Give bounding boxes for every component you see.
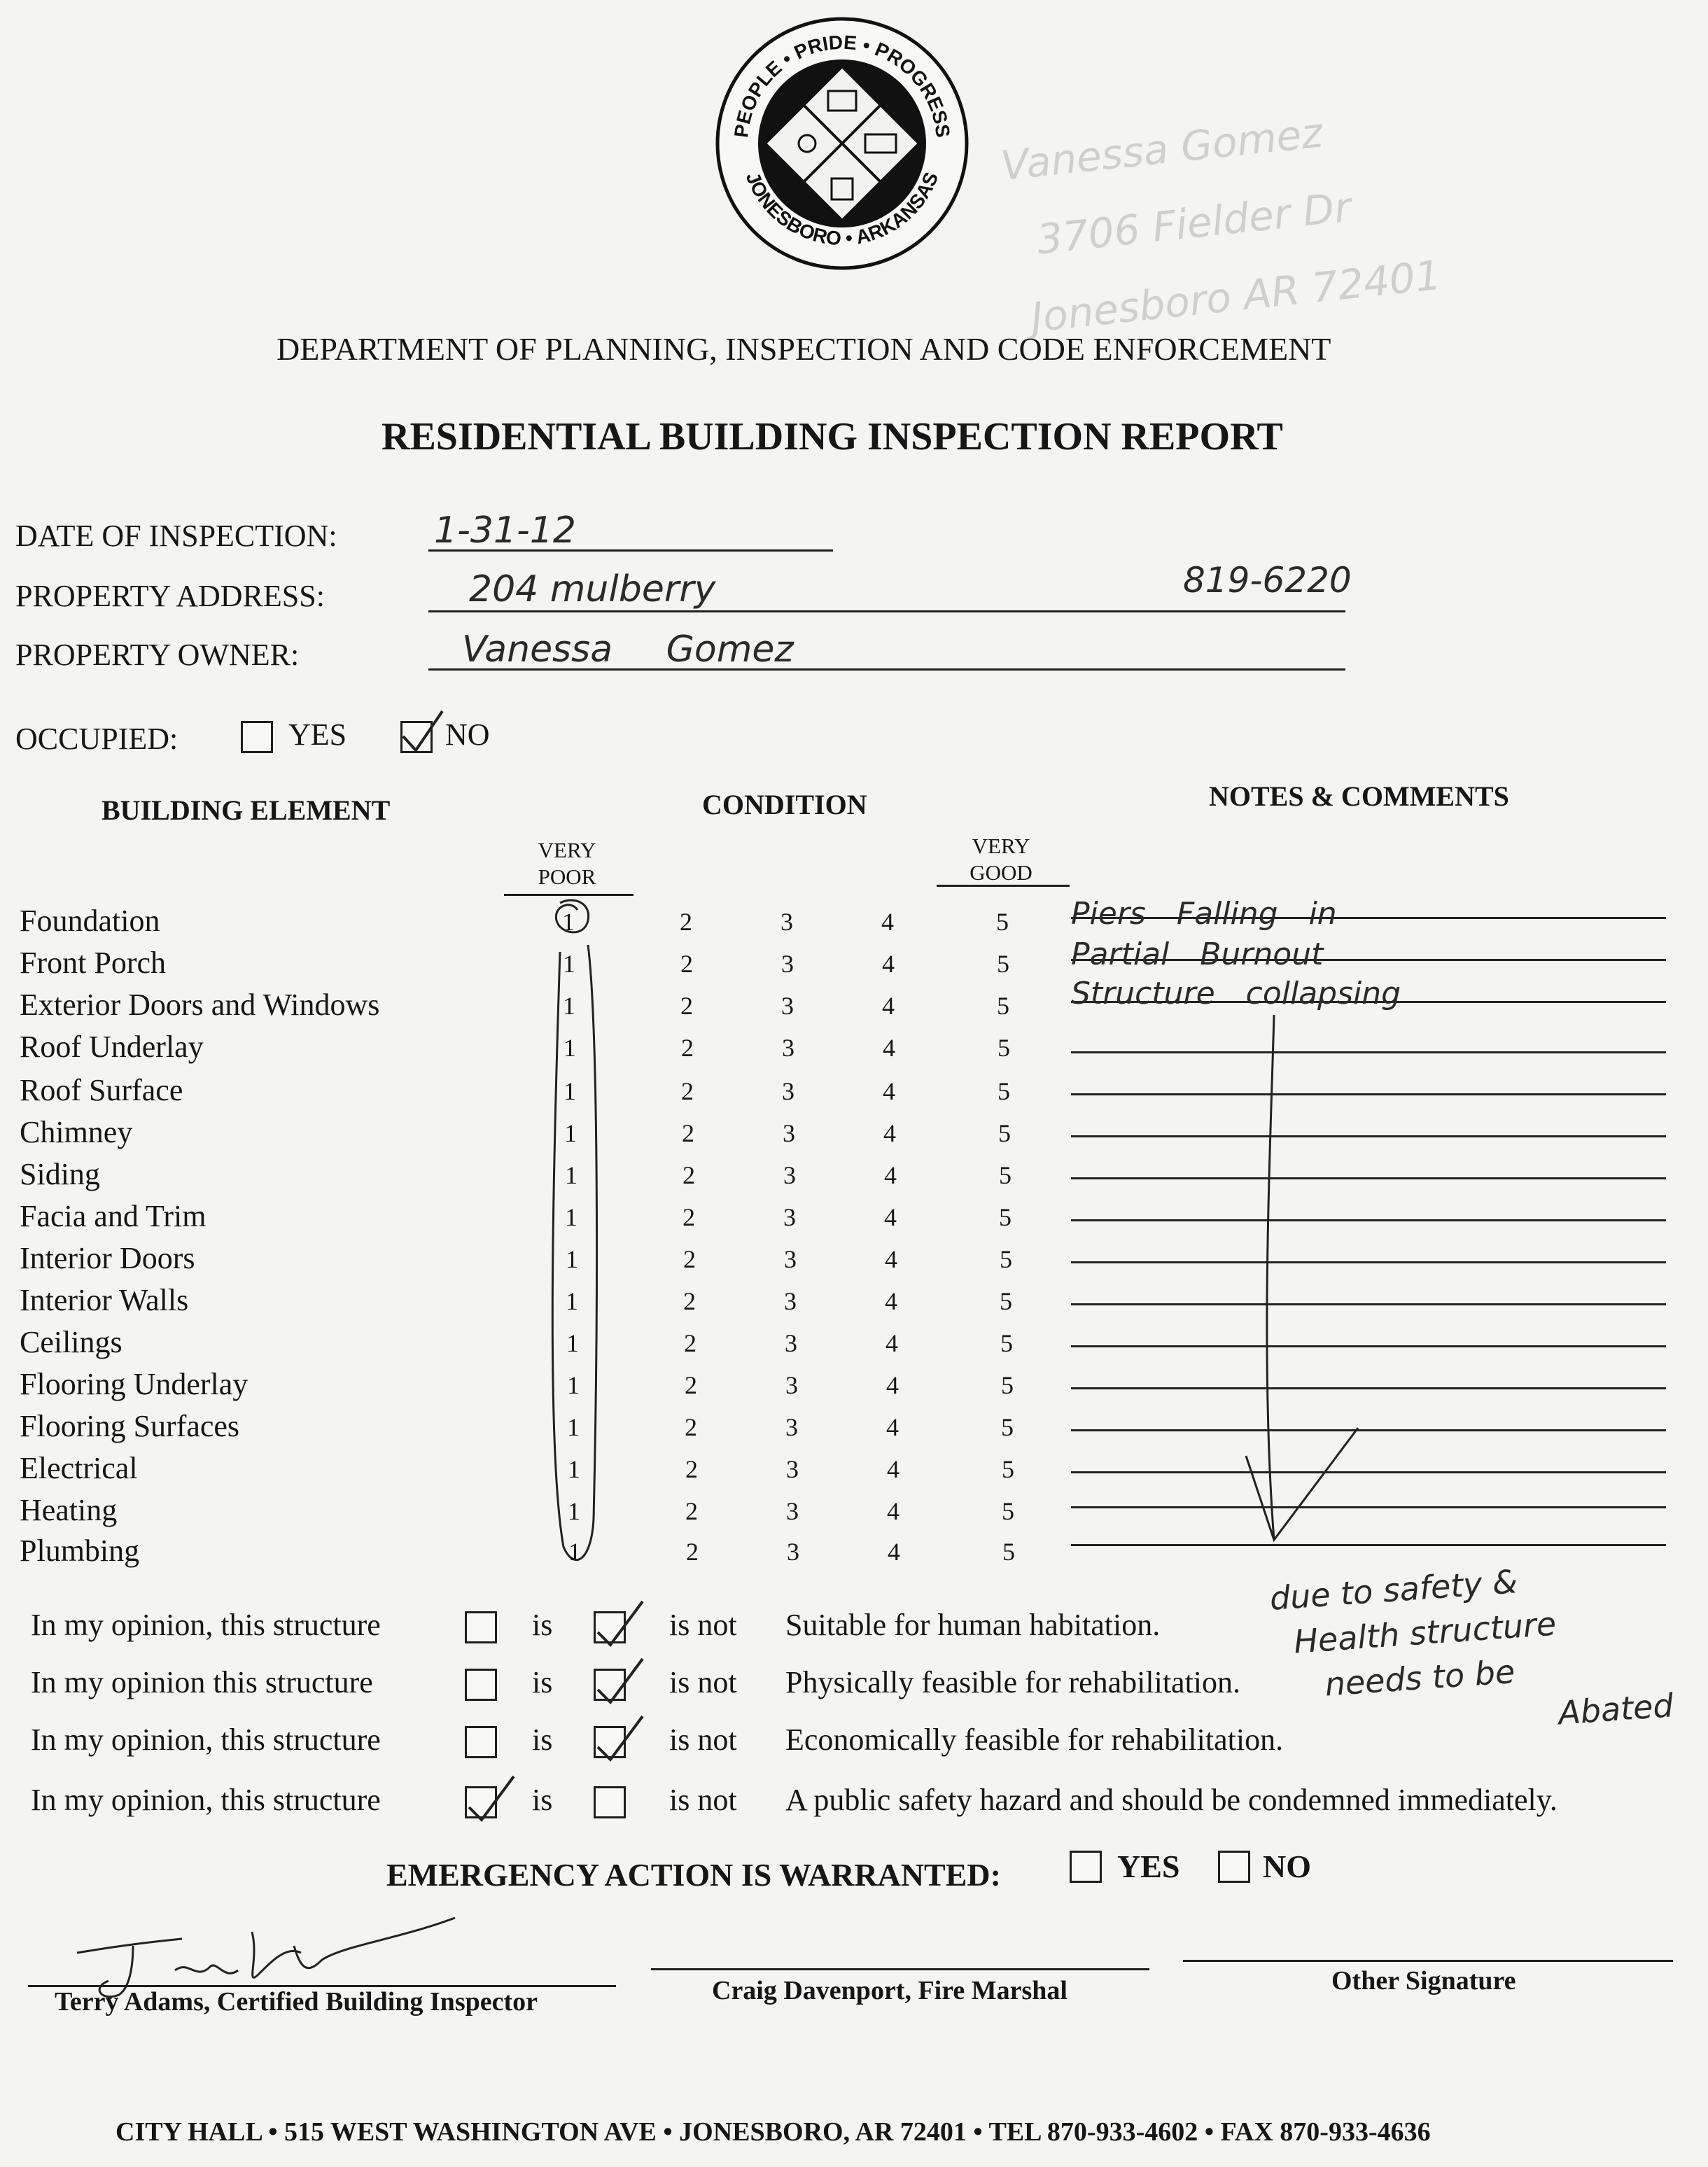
building-element-label: Roof Underlay <box>20 1030 204 1064</box>
emergency-no-label: NO <box>1263 1849 1311 1884</box>
city-seal <box>713 14 972 273</box>
check-mark-icon <box>462 1771 518 1827</box>
very-poor-label: VERY POOR <box>538 838 596 889</box>
opinion-statement: Physically feasible for rehabilitation. <box>785 1665 1241 1699</box>
opinion-is-checkbox[interactable] <box>465 1669 497 1701</box>
opinion-is-label: is <box>532 1783 553 1817</box>
opinion-is-label: is <box>532 1723 553 1757</box>
rating-option-2[interactable]: 2 <box>685 1455 698 1483</box>
building-element-label: Foundation <box>20 904 160 938</box>
rating-option-4[interactable]: 4 <box>886 1371 899 1399</box>
check-mark-icon <box>398 707 447 756</box>
rating-option-2[interactable]: 2 <box>680 950 693 978</box>
opinion-statement: Economically feasible for rehabilitation. <box>785 1723 1284 1757</box>
other-signature-line <box>1183 1960 1673 1962</box>
rating-option-2[interactable]: 2 <box>682 1203 695 1231</box>
rating-option-5[interactable]: 5 <box>999 1203 1011 1231</box>
emergency-label: EMERGENCY ACTION IS WARRANTED: <box>386 1857 1001 1893</box>
rating-option-3[interactable]: 3 <box>782 1077 794 1105</box>
opinion-is-label: is <box>532 1665 553 1699</box>
rating-option-3[interactable]: 3 <box>782 1034 794 1062</box>
rating-option-3[interactable]: 3 <box>784 1287 797 1315</box>
rating-option-4[interactable]: 4 <box>883 1119 896 1147</box>
rating-option-5[interactable]: 5 <box>1000 1329 1013 1357</box>
condition-note[interactable]: Structure collapsing <box>1071 976 1401 1011</box>
svg-text:JONESBORO • ARKANSAS <box>742 169 943 249</box>
rating-option-3[interactable]: 3 <box>786 1455 799 1483</box>
building-element-label: Interior Walls <box>20 1283 189 1317</box>
rating-option-5[interactable]: 5 <box>1001 1413 1014 1441</box>
opinion-note-line: Health structure <box>1292 1604 1558 1661</box>
rating-option-4[interactable]: 4 <box>883 1077 895 1105</box>
rating-option-5[interactable]: 5 <box>1002 1455 1014 1483</box>
building-element-label: Roof Surface <box>20 1073 183 1107</box>
rating-option-5[interactable]: 5 <box>1001 1371 1014 1399</box>
rating-option-4[interactable]: 4 <box>884 1161 897 1189</box>
rating-option-3[interactable]: 3 <box>785 1371 798 1399</box>
very-good-underline <box>937 885 1070 887</box>
owner-label: PROPERTY OWNER: <box>15 638 300 672</box>
check-mark-icon <box>591 1711 647 1767</box>
occupied-yes-label: YES <box>288 717 347 752</box>
seal-bottom-text: JONESBORO • ARKANSAS <box>741 169 943 250</box>
rating-option-3[interactable]: 3 <box>781 992 794 1020</box>
emergency-yes-checkbox[interactable] <box>1070 1851 1102 1883</box>
rating-option-1[interactable]: 1 <box>566 1329 579 1357</box>
rating-option-2[interactable]: 2 <box>680 908 692 936</box>
check-mark-icon <box>591 1653 647 1709</box>
svg-text:PEOPLE • PRIDE • PROGRESS <box>730 31 954 139</box>
rating-option-1[interactable]: 1 <box>566 1245 578 1273</box>
rating-option-1[interactable]: 1 <box>568 1497 580 1525</box>
opinion-prefix: In my opinion, this structure <box>31 1783 381 1817</box>
building-element-label: Flooring Surfaces <box>20 1409 240 1443</box>
rating-option-5[interactable]: 5 <box>1002 1538 1015 1566</box>
opinion-note-line: needs to be <box>1323 1652 1516 1704</box>
opinion-is-checkbox[interactable] <box>465 1726 497 1758</box>
rating-option-5[interactable]: 5 <box>998 1119 1011 1147</box>
rating-option-5[interactable]: 5 <box>1000 1245 1012 1273</box>
building-element-label: Ceilings <box>20 1325 122 1359</box>
rating-option-5[interactable]: 5 <box>996 908 1009 936</box>
rating-option-4[interactable]: 4 <box>887 1455 899 1483</box>
rating-option-2[interactable]: 2 <box>684 1329 696 1357</box>
rating-option-4[interactable]: 4 <box>886 1329 898 1357</box>
rating-option-4[interactable]: 4 <box>887 1497 899 1525</box>
rating-option-2[interactable]: 2 <box>681 1077 694 1105</box>
building-element-label: Siding <box>20 1157 100 1191</box>
opinion-is-checkbox[interactable] <box>465 1611 497 1643</box>
opinion-statement: Suitable for human habitation. <box>785 1608 1161 1642</box>
rating-option-2[interactable]: 2 <box>685 1371 697 1399</box>
address-value[interactable]: 204 mulberry <box>469 568 716 610</box>
rating-option-3[interactable]: 3 <box>780 908 793 936</box>
rating-option-1[interactable]: 1 <box>562 908 575 936</box>
rating-option-2[interactable]: 2 <box>685 1497 698 1525</box>
opinion-statement: A public safety hazard and should be condemned immediately. <box>785 1783 1558 1817</box>
opinion-is-not-label: is not <box>669 1783 737 1817</box>
opinion-prefix: In my opinion, this structure <box>31 1608 381 1642</box>
rating-option-5[interactable]: 5 <box>1000 1287 1012 1315</box>
fire-marshal-caption: Craig Davenport, Fire Marshal <box>712 1976 1068 2005</box>
margin-note-line: Jonesboro AR 72401 <box>1028 251 1443 342</box>
seal-top-text: PEOPLE • PRIDE • PROGRESS <box>730 31 954 139</box>
department-name: DEPARTMENT OF PLANNING, INSPECTION AND CODE ENFORCEMENT <box>276 331 1331 367</box>
opinion-note <box>1268 1549 1675 1755</box>
footer-address: CITY HALL • 515 WEST WASHINGTON AVE • JONESBORO, AR 72401 • TEL 870-933-4602 • FAX 870-933-4636 <box>115 2117 1431 2147</box>
rating-option-2[interactable]: 2 <box>681 1034 694 1062</box>
address-underline <box>428 610 1345 612</box>
rating-option-5[interactable]: 5 <box>997 1034 1010 1062</box>
rating-option-3[interactable]: 3 <box>784 1245 797 1273</box>
emergency-no-checkbox[interactable] <box>1218 1851 1250 1883</box>
rating-option-1[interactable]: 1 <box>565 1203 578 1231</box>
opinion-prefix: In my opinion this structure <box>31 1665 373 1699</box>
building-element-label: Heating <box>20 1493 118 1527</box>
col-header-notes: NOTES & COMMENTS <box>1209 780 1509 812</box>
condition-note[interactable]: Partial Burnout <box>1071 937 1324 972</box>
rating-option-4[interactable]: 4 <box>888 1538 900 1566</box>
opinion-is-label: is <box>532 1608 553 1642</box>
building-element-label: Facia and Trim <box>20 1199 206 1233</box>
opinion-is-not-label: is not <box>669 1665 737 1699</box>
rating-option-2[interactable]: 2 <box>682 1161 695 1189</box>
date-label: DATE OF INSPECTION: <box>15 519 337 553</box>
building-element-label: Chimney <box>20 1115 133 1149</box>
occupied-no-label: NO <box>445 717 490 752</box>
opinion-note-line: due to safety & <box>1268 1562 1519 1618</box>
building-element-label: Interior Doors <box>20 1241 195 1275</box>
margin-note-line: 3706 Fielder Dr <box>1034 183 1354 264</box>
address-label: PROPERTY ADDRESS: <box>15 579 325 613</box>
rating-option-2[interactable]: 2 <box>683 1245 696 1273</box>
rating-option-1[interactable]: 1 <box>568 1455 580 1483</box>
col-header-element: BUILDING ELEMENT <box>102 794 391 826</box>
rating-option-1[interactable]: 1 <box>567 1371 580 1399</box>
rating-option-4[interactable]: 4 <box>882 950 895 978</box>
margin-note-line: Vanessa Gomez <box>998 108 1325 190</box>
building-element-label: Exterior Doors and Windows <box>20 988 380 1022</box>
rating-option-1[interactable]: 1 <box>563 992 575 1020</box>
rating-option-5[interactable]: 5 <box>997 950 1009 978</box>
opinion-note-line: Abated <box>1557 1686 1675 1732</box>
rating-option-4[interactable]: 4 <box>884 1203 897 1231</box>
rating-option-1[interactable]: 1 <box>564 1077 576 1105</box>
building-element-label: Electrical <box>20 1451 138 1485</box>
rating-option-3[interactable]: 3 <box>781 950 794 978</box>
rating-option-5[interactable]: 5 <box>997 1077 1010 1105</box>
owner-value[interactable]: Vanessa Gomez <box>462 629 794 671</box>
rating-option-1[interactable]: 1 <box>564 1119 577 1147</box>
opinion-is-not-label: is not <box>669 1608 737 1642</box>
rating-option-3[interactable]: 3 <box>785 1413 798 1441</box>
rating-option-1[interactable]: 1 <box>563 950 575 978</box>
col-header-condition: CONDITION <box>702 789 867 820</box>
opinion-is-not-checkbox[interactable] <box>594 1786 626 1818</box>
rating-option-4[interactable]: 4 <box>883 1034 895 1062</box>
rating-option-5[interactable]: 5 <box>997 992 1009 1020</box>
emergency-yes-label: YES <box>1117 1849 1180 1884</box>
check-mark-icon <box>591 1596 647 1652</box>
date-value[interactable]: 1-31-12 <box>434 510 576 552</box>
rating-option-1[interactable]: 1 <box>564 1034 576 1062</box>
condition-note[interactable]: Piers Falling in <box>1071 896 1337 932</box>
rating-option-3[interactable]: 3 <box>786 1497 799 1525</box>
rating-option-4[interactable]: 4 <box>885 1287 897 1315</box>
rating-option-2[interactable]: 2 <box>686 1538 699 1566</box>
rating-option-3[interactable]: 3 <box>783 1119 795 1147</box>
rating-option-3[interactable]: 3 <box>787 1538 799 1566</box>
occupied-yes-checkbox[interactable] <box>241 721 273 753</box>
margin-note <box>997 83 1444 358</box>
rating-option-3[interactable]: 3 <box>783 1161 796 1189</box>
inspector-caption: Terry Adams, Certified Building Inspector <box>55 1987 538 2017</box>
building-element-label: Plumbing <box>20 1534 140 1568</box>
opinion-prefix: In my opinion, this structure <box>31 1723 381 1757</box>
rating-option-5[interactable]: 5 <box>1002 1497 1014 1525</box>
rating-option-4[interactable]: 4 <box>885 1245 897 1273</box>
opinion-is-not-label: is not <box>669 1723 737 1757</box>
circled-ratings-annotation <box>532 889 616 1582</box>
rating-option-2[interactable]: 2 <box>680 992 693 1020</box>
rating-option-1[interactable]: 1 <box>565 1161 578 1189</box>
rating-option-2[interactable]: 2 <box>683 1287 696 1315</box>
fire-marshal-signature-line <box>651 1968 1149 1970</box>
rating-option-5[interactable]: 5 <box>999 1161 1011 1189</box>
rating-option-4[interactable]: 4 <box>882 992 895 1020</box>
rating-option-3[interactable]: 3 <box>785 1329 797 1357</box>
rating-option-1[interactable]: 1 <box>566 1287 578 1315</box>
occupied-label: OCCUPIED: <box>15 722 178 756</box>
rating-option-2[interactable]: 2 <box>685 1413 697 1441</box>
rating-option-1[interactable]: 1 <box>567 1413 580 1441</box>
report-title: RESIDENTIAL BUILDING INSPECTION REPORT <box>382 415 1283 458</box>
rating-option-3[interactable]: 3 <box>783 1203 796 1231</box>
rating-option-1[interactable]: 1 <box>568 1538 581 1566</box>
building-element-label: Front Porch <box>20 946 166 980</box>
rating-option-2[interactable]: 2 <box>682 1119 694 1147</box>
rating-option-4[interactable]: 4 <box>886 1413 899 1441</box>
building-element-label: Flooring Underlay <box>20 1367 248 1401</box>
arrow-annotation <box>1232 1008 1372 1568</box>
other-signature-caption: Other Signature <box>1331 1966 1516 1996</box>
rating-option-4[interactable]: 4 <box>881 908 894 936</box>
very-good-label: VERY GOOD <box>969 834 1032 885</box>
phone-value[interactable]: 819-6220 <box>1183 560 1352 601</box>
